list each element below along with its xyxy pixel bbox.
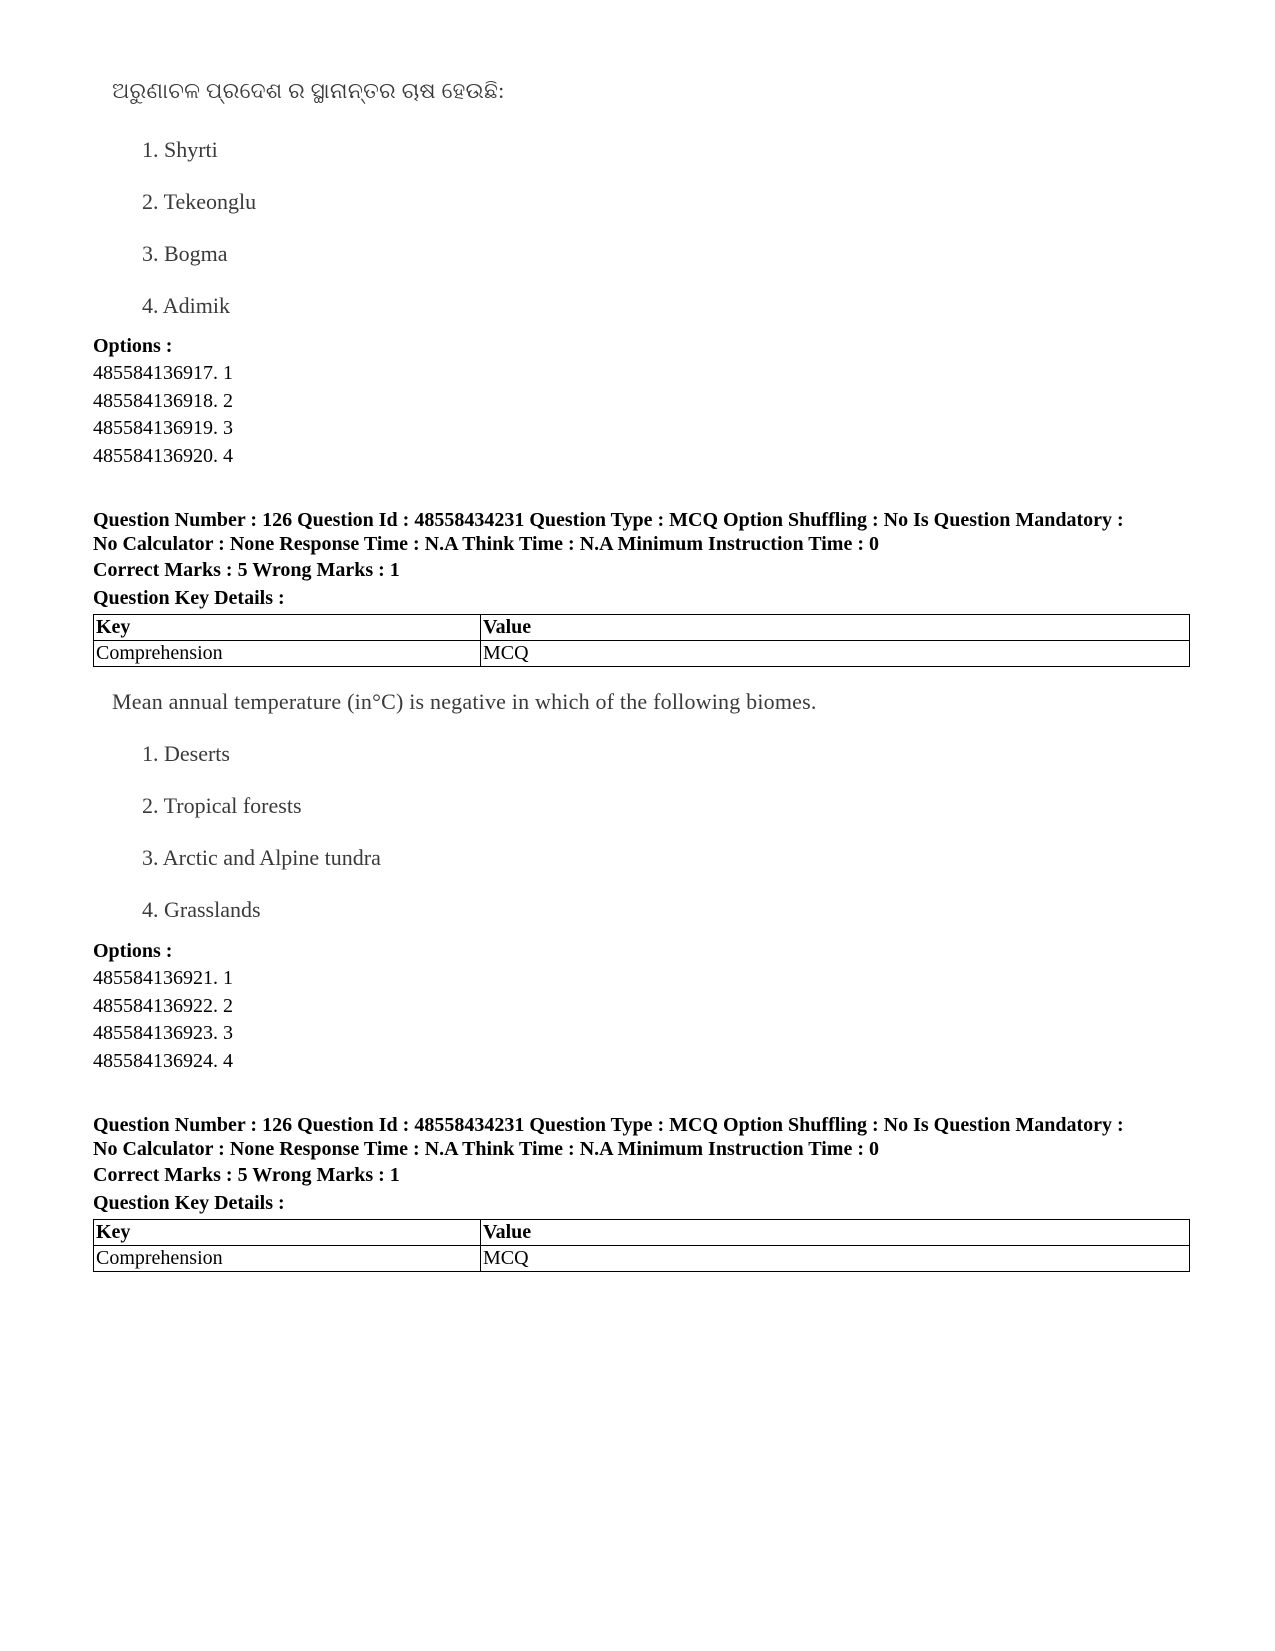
- table-cell-key: Comprehension: [94, 1246, 481, 1272]
- marks-line: Correct Marks : 5 Wrong Marks : 1: [93, 1164, 400, 1186]
- question-item: 4. Adimik: [142, 293, 231, 318]
- meta-line-2: No Calculator : None Response Time : N.A Think Time : N.A Minimum Instruction Time : 0: [93, 533, 879, 555]
- options-label: Options :: [93, 940, 173, 962]
- table-header-row: [94, 615, 1190, 641]
- question-meta: [93, 1113, 1203, 1161]
- table-cell-value: MCQ: [481, 641, 1190, 667]
- table-header-value: Value: [481, 615, 1190, 641]
- table-header-key: Key: [94, 615, 481, 641]
- meta-line-1: Question Number : 126 Question Id : 48558434231 Question Type : MCQ Option Shuffling : No Is Question Mandatory :: [93, 509, 1124, 531]
- option-line: 485584136920. 4: [93, 445, 233, 467]
- question-stem: ଅରୁଣାଚଳ ପ୍ରଦେଶ ର ସ୍ଥାନାନ୍ତର ଚାଷ ହେଉଛି:: [112, 78, 505, 103]
- table-cell-value: MCQ: [481, 1246, 1190, 1272]
- option-line: 485584136918. 2: [93, 390, 233, 412]
- question-meta: [93, 508, 1203, 556]
- table-cell-key: Comprehension: [94, 641, 481, 667]
- table-header-row: [94, 1220, 1190, 1246]
- question-item: 1. Deserts: [142, 741, 230, 766]
- question-item: 2. Tekeonglu: [142, 189, 257, 214]
- question-stem: Mean annual temperature (in°C) is negative in which of the following biomes.: [112, 689, 817, 714]
- key-value-table: [93, 1219, 1190, 1272]
- table-row: [94, 641, 1190, 667]
- option-line: 485584136924. 4: [93, 1050, 233, 1072]
- option-line: 485584136923. 3: [93, 1022, 233, 1044]
- key-details-label: Question Key Details :: [93, 1192, 285, 1214]
- options-label: Options :: [93, 335, 173, 357]
- option-line: 485584136919. 3: [93, 417, 233, 439]
- option-line: 485584136917. 1: [93, 362, 233, 384]
- table-header-key: Key: [94, 1220, 481, 1246]
- marks-line: Correct Marks : 5 Wrong Marks : 1: [93, 559, 400, 581]
- question-item: 2. Tropical forests: [142, 793, 302, 818]
- option-line: 485584136922. 2: [93, 995, 233, 1017]
- meta-line-2: No Calculator : None Response Time : N.A Think Time : N.A Minimum Instruction Time : 0: [93, 1138, 879, 1160]
- option-line: 485584136921. 1: [93, 967, 233, 989]
- meta-line-1: Question Number : 126 Question Id : 48558434231 Question Type : MCQ Option Shuffling : No Is Question Mandatory :: [93, 1114, 1124, 1136]
- question-item: 1. Shyrti: [142, 137, 218, 162]
- table-row: [94, 1246, 1190, 1272]
- key-value-table: [93, 614, 1190, 667]
- key-details-label: Question Key Details :: [93, 587, 285, 609]
- table-header-value: Value: [481, 1220, 1190, 1246]
- question-item: 3. Bogma: [142, 241, 228, 266]
- question-item: 4. Grasslands: [142, 897, 261, 922]
- question-item: 3. Arctic and Alpine tundra: [142, 845, 381, 870]
